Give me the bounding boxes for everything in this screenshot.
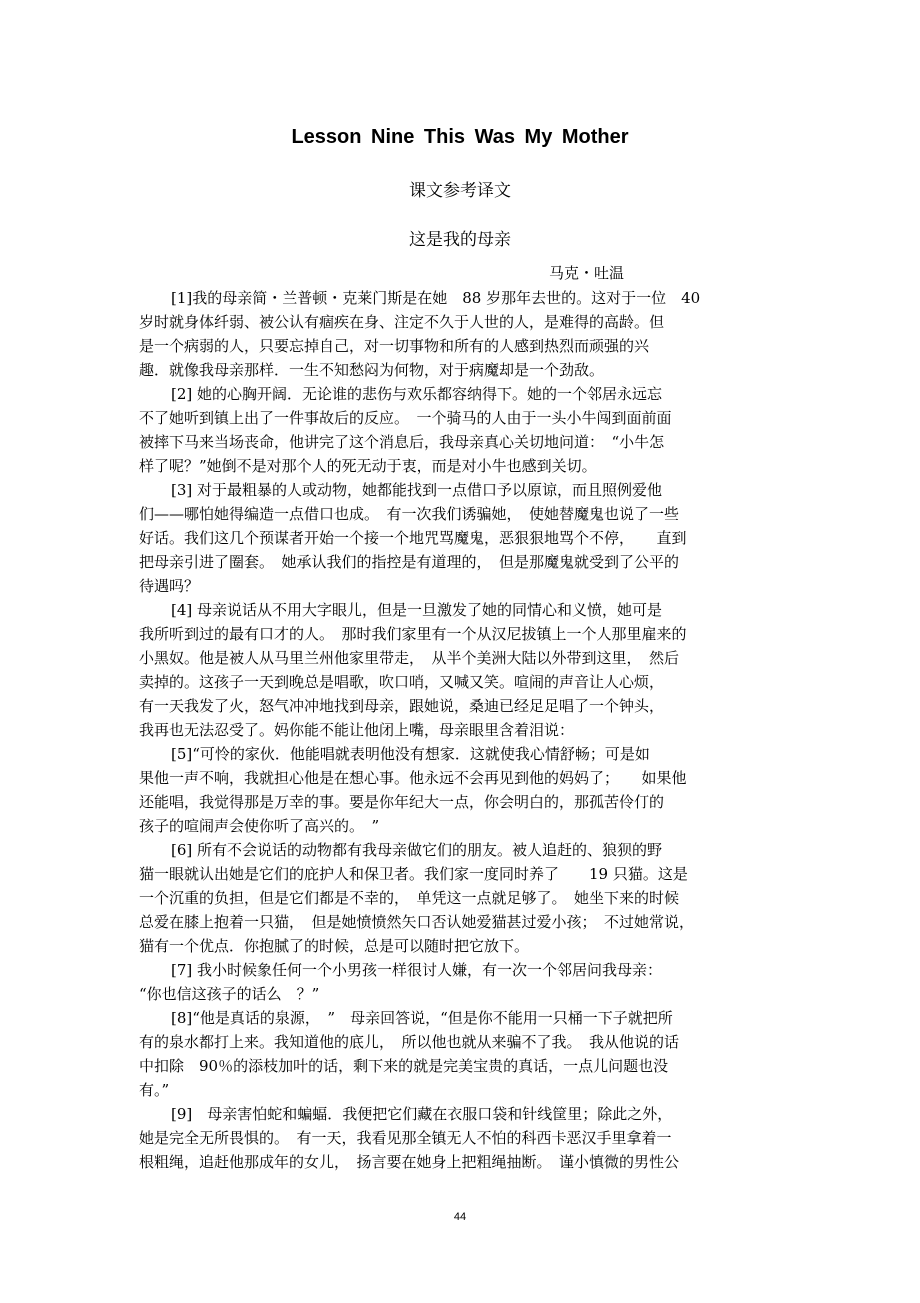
- text-line: [1]我的母亲简・兰普顿・克莱门斯是在她 88 岁那年去世的。这对于一位 40: [171, 289, 701, 307]
- body-text: [139, 286, 789, 1174]
- page-number: 44: [453, 1211, 467, 1223]
- text-line: 有一天我发了火，怒气冲冲地找到母亲，跟她说，桑迪已经足足唱了一个钟头，: [139, 697, 665, 715]
- text-line: 小黑奴。他是被人从马里兰州他家里带走， 从半个美洲大陆以外带到这里， 然后: [139, 649, 680, 667]
- lesson-title: Lesson Nine This Was My Mother: [291, 126, 629, 148]
- text-line: 我所听到过的最有口才的人。 那时我们家里有一个从汉尼拔镇上一个人那里雇来的: [139, 625, 687, 643]
- text-line: [8]“他是真话的泉源， ” 母亲回答说，“但是你不能用一只桶一下子就把所: [171, 1009, 673, 1027]
- text-line: 根粗绳，追赶他那成年的女儿， 扬言要在她身上把粗绳抽断。 谨小慎微的男性公: [139, 1153, 680, 1171]
- text-line: 中扣除 90％的添枝加叶的话，剩下来的就是完美宝贵的真话，一点儿问题也没: [139, 1057, 669, 1075]
- text-line: 岁时就身体纤弱、被公认有痼疾在身、注定不久于人世的人，是难得的高龄。但: [139, 313, 665, 331]
- translation-heading: 课文参考译文: [409, 181, 511, 201]
- text-line: [3] 对于最粗暴的人或动物，她都能找到一点借口予以原谅，而且照例爱他: [171, 481, 663, 499]
- text-line: 好话。我们这几个预谋者开始一个接一个地咒骂魔鬼，恶狠狠地骂个不停， 直到: [139, 529, 687, 547]
- text-line: 卖掉的。这孩子一天到晚总是唱歌，吹口哨，又喊又笑。喧闹的声音让人心烦，: [139, 673, 665, 691]
- text-line: 被摔下马来当场丧命，他讲完了这个消息后，我母亲真心关切地问道： “小牛怎: [139, 433, 665, 451]
- text-line: 果他一声不响，我就担心他是在想心事。他永远不会再见到他的妈妈了； 如果他: [139, 769, 687, 787]
- text-line: 总爱在膝上抱着一只猫， 但是她愤愤然矢口否认她爱猫甚过爱小孩； 不过她常说，: [139, 913, 695, 931]
- text-line: 是一个病弱的人，只要忘掉自己，对一切事物和所有的人感到热烈而顽强的兴: [139, 337, 650, 355]
- text-line: 有。”: [139, 1081, 170, 1099]
- text-line: 我再也无法忍受了。妈你能不能让他闭上嘴，母亲眼里含着泪说：: [139, 721, 575, 739]
- text-line: 孩子的喧闹声会使你听了高兴的。 ”: [139, 817, 380, 835]
- text-line: 趣．就像我母亲那样．一生不知愁闷为何物，对于病魔却是一个劲敌。: [139, 361, 605, 379]
- text-line: 她是完全无所畏惧的。 有一天，我看见那全镇无人不怕的科西卡恶汉手里拿着一: [139, 1129, 672, 1147]
- text-line: 待遇吗？: [139, 577, 200, 595]
- text-line: 把母亲引进了圈套。 她承认我们的指控是有道理的， 但是那魔鬼就受到了公平的: [139, 553, 680, 571]
- text-line: 还能唱，我觉得那是万幸的事。要是你年纪大一点，你会明白的，那孤苦伶仃的: [139, 793, 665, 811]
- chinese-title: 这是我的母亲: [409, 230, 511, 250]
- text-line: 样了呢？”她倒不是对那个人的死无动于衷，而是对小牛也感到关切。: [139, 457, 597, 475]
- text-line: [6] 所有不会说话的动物都有我母亲做它们的朋友。被人追赶的、狼狈的野: [171, 841, 663, 859]
- text-line: [4] 母亲说话从不用大字眼儿，但是一旦激发了她的同情心和义愤，她可是: [171, 601, 663, 619]
- text-line: 猫一眼就认出她是它们的庇护人和保卫者。我们家一度同时养了 19 只猫。这是: [139, 865, 688, 883]
- text-line: 一个沉重的负担，但是它们都是不幸的， 单凭这一点就足够了。 她坐下来的时候: [139, 889, 680, 907]
- text-line: 们——哪怕她得编造一点借口也成。 有一次我们诱骗她， 使她替魔鬼也说了一些: [139, 505, 680, 523]
- text-line: [2] 她的心胸开阔．无论谁的悲伤与欢乐都容纳得下。她的一个邻居永远忘: [171, 385, 663, 403]
- text-line: [5]“可怜的家伙．他能唱就表明他没有想家．这就使我心情舒畅；可是如: [171, 745, 650, 763]
- text-line: “你也信这孩子的话么 ？”: [139, 985, 320, 1003]
- author-name: 马克・吐温: [549, 264, 625, 282]
- text-line: [7] 我小时候象任何一个小男孩一样很讨人嫌，有一次一个邻居问我母亲：: [171, 961, 663, 979]
- text-line: 有的泉水都打上来。我知道他的底儿， 所以他也就从来骗不了我。 我从他说的话: [139, 1033, 680, 1051]
- text-line: [9] 母亲害怕蛇和蝙蝠．我便把它们藏在衣服口袋和针线筐里；除此之外，: [171, 1105, 673, 1123]
- text-line: 猫有一个优点．你抱腻了的时候，总是可以随时把它放下。: [139, 937, 530, 955]
- text-line: 不了她听到镇上出了一件事故后的反应。 一个骑马的人由于一头小牛闯到面前面: [139, 409, 672, 427]
